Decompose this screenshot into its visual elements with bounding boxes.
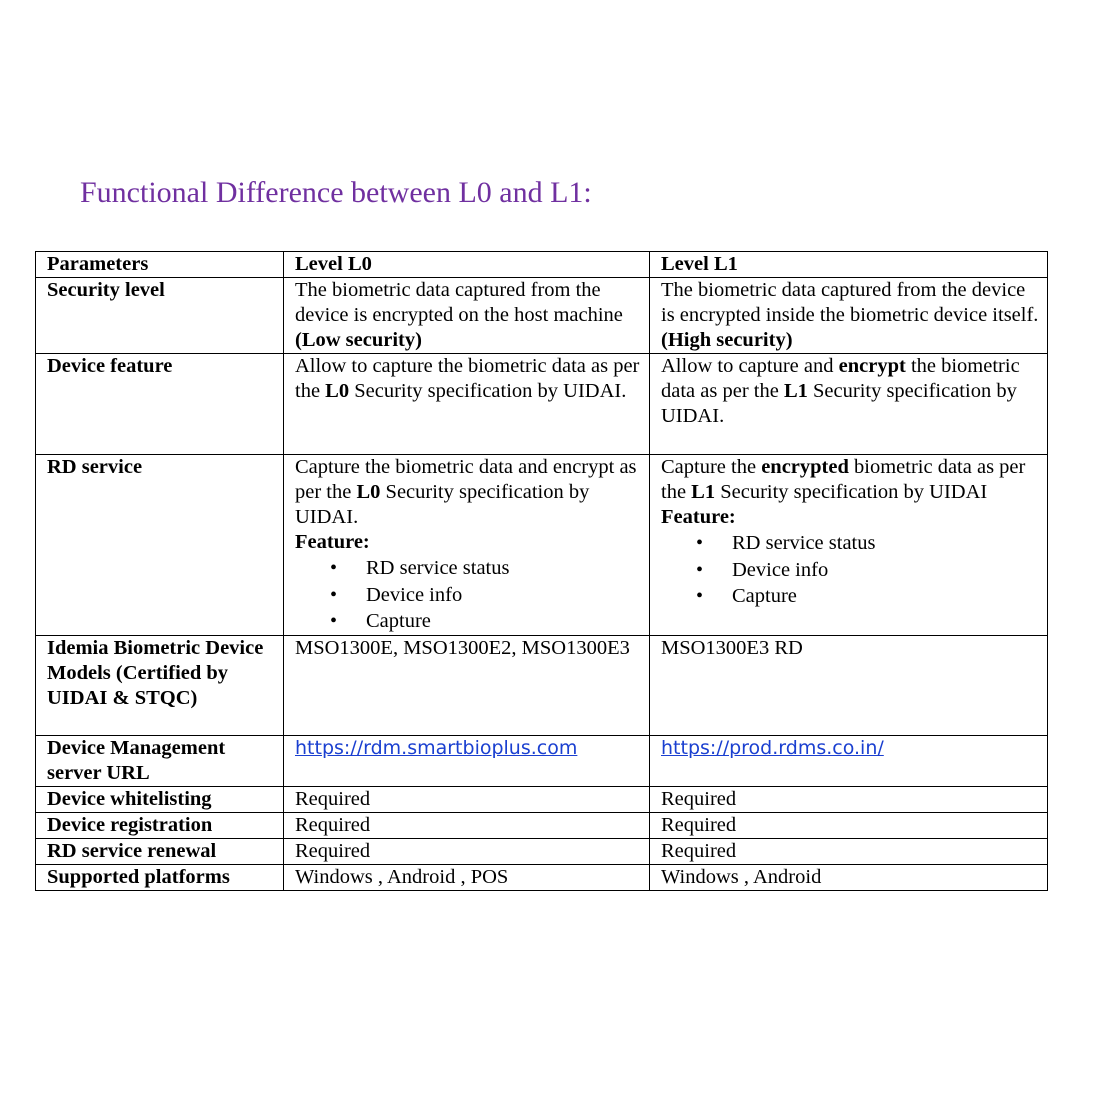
list-item: • RD service status <box>330 557 510 579</box>
cell-renewal-l1: Required <box>650 839 1048 865</box>
cell-renewal-l0: Required <box>284 839 650 865</box>
dms-l0-link[interactable]: https://rdm.smartbioplus.com <box>295 737 578 759</box>
feature-label: Feature: <box>295 531 370 553</box>
cell-registration-l1: Required <box>650 813 1048 839</box>
row-label-whitelisting: Device whitelisting <box>36 787 284 813</box>
row-label-registration: Device registration <box>36 813 284 839</box>
cell-whitelisting-l1: Required <box>650 787 1048 813</box>
table-row <box>36 354 1048 455</box>
table-row <box>36 813 1048 839</box>
table-row <box>36 278 1048 354</box>
header-parameters: Parameters <box>36 252 284 278</box>
table-row <box>36 865 1048 891</box>
table-row <box>36 839 1048 865</box>
dms-l1-link[interactable]: https://prod.rdms.co.in/ <box>661 737 884 759</box>
cell-platforms-l0: Windows , Android , POS <box>284 865 650 891</box>
list-item: • Device info <box>696 558 829 581</box>
row-label-renewal: RD service renewal <box>36 839 284 865</box>
cell-models-l0: MSO1300E, MSO1300E2, MSO1300E3 <box>284 636 650 736</box>
cell-security-l0: The biometric data captured from the device is encrypted on the host machine (Low security) <box>284 278 650 354</box>
cell-device-feature-l1: Allow to capture and encrypt the biometric data as per the L1 Security specification by UIDAI. <box>650 354 1048 455</box>
cell-dms-l1 <box>650 736 1048 787</box>
row-label-rd-service: RD service <box>36 455 284 636</box>
cell-device-feature-l0: Allow to capture the biometric data as per the L0 Security specification by UIDAI. <box>284 354 650 455</box>
table-row <box>36 455 1048 636</box>
row-label-platforms: Supported platforms <box>36 865 284 891</box>
cell-rd-service-l1: Capture the encrypted biometric data as per the L1 Security specification by UIDAI Feature: • RD service status • Device info • Capture <box>650 455 1048 636</box>
feature-list <box>295 555 645 635</box>
list-item: • Device info <box>330 583 463 606</box>
list-item: • Capture <box>696 585 797 607</box>
row-label-models: Idemia Biometric Device Models (Certified by UIDAI & STQC) <box>36 636 284 736</box>
cell-platforms-l1: Windows , Android <box>650 865 1048 891</box>
cell-whitelisting-l0: Required <box>284 787 650 813</box>
cell-models-l1: MSO1300E3 RD <box>650 636 1048 736</box>
feature-label: Feature: <box>661 506 736 528</box>
comparison-table <box>35 251 1048 891</box>
cell-rd-service-l0: Capture the biometric data and encrypt as per the L0 Security specification by UIDAI. Feature: • RD service status • Device info • Capture <box>284 455 650 636</box>
feature-list <box>661 530 1043 610</box>
row-label-device-feature: Device feature <box>36 354 284 455</box>
row-label-security: Security level <box>36 278 284 354</box>
table-row <box>36 636 1048 736</box>
table-header-row <box>36 252 1048 278</box>
table-row <box>36 736 1048 787</box>
list-item: • Capture <box>330 610 431 632</box>
page-title: Functional Difference between L0 and L1: <box>80 176 592 209</box>
cell-dms-l0 <box>284 736 650 787</box>
row-label-dms-url: Device Management server URL <box>36 736 284 787</box>
cell-registration-l0: Required <box>284 813 650 839</box>
list-item: • RD service status <box>696 532 876 554</box>
header-level-l0: Level L0 <box>284 252 650 278</box>
header-level-l1: Level L1 <box>650 252 1048 278</box>
table-row <box>36 787 1048 813</box>
cell-security-l1: The biometric data captured from the device is encrypted inside the biometric device itself. (High security) <box>650 278 1048 354</box>
